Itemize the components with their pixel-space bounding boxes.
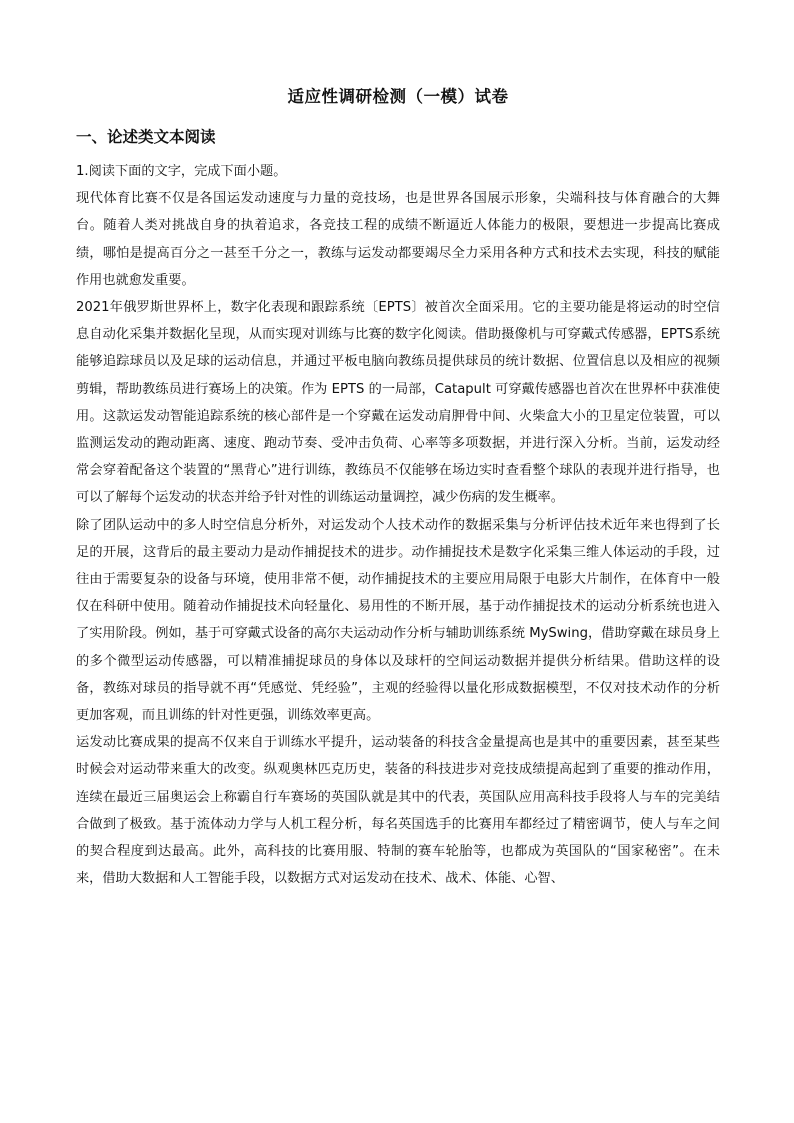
passage-body <box>76 158 720 892</box>
passage-paragraph-2: 2021年俄罗斯世界杯上，数字化表现和跟踪系统〔EPTS〕被首次全面采用。它的主要功能是将运动的时空信息自动化采集并数据化呈现，从而实现对训练与比赛的数字化阅读。借助摄像机与可穿戴式传感器，EPTS系统能够追踪球员以及足球的运动信息，并通过平板电脑向教练员提供球员的统计数据、位置信息以及相应的视频剪辑，帮助教练员进行赛场上的决策。作为 EPTS 的一局部，Catapult 可穿戴传感器也首次在世界杯中获准使用。这款运发动智能追踪系统的核心部件是一个穿戴在运发动肩胛骨中间、火柴盒大小的卫星定位装置，可以监测运发动的跑动距离、速度、跑动节奏、受冲击负荷、心率等多项数据，并进行深入分析。当前，运发动经常会穿着配备这个装置的“黑背心”进行训练，教练员不仅能够在场边实时查看整个球队的表现并进行指导，也可以了解每个运发动的状态并给予针对性的训练运动量调控，减少伤病的发生概率。 <box>76 300 720 506</box>
passage-paragraph-1: 现代体育比赛不仅是各国运发动速度与力量的竞技场，也是世界各国展示形象，尖端科技与体育融合的大舞台。随着人类对挑战自身的执着追求，各竞技工程的成绩不断逼近人体能力的极限，要想进一步提高比赛成绩，哪怕是提高百分之一甚至千分之一，教练与运发动都要竭尽全力采用各种方式和技术去实现，科技的赋能作用也就愈发重要。 <box>76 191 720 288</box>
page-title: 适应性调研检测（一模）试卷 <box>287 87 509 106</box>
section-heading: 一、论述类文本阅读 <box>76 128 216 146</box>
passage-paragraph-3: 除了团队运动中的多人时空信息分析外，对运发动个人技术动作的数据采集与分析评估技术近年来也得到了长足的开展，这背后的最主要动力是动作捕捉技术的进步。动作捕捉技术是数字化采集三维人体运动的手段，过往由于需要复杂的设备与环境，使用非常不便，动作捕捉技术的主要应用局限于电影大片制作，在体育中一般仅在科研中使用。随着动作捕捉技术向轻量化、易用性的不断开展，基于动作捕捉技术的运动分析系统也进入了实用阶段。例如，基于可穿戴式设备的高尔夫运动动作分析与辅助训练系统 MySwing，借助穿戴在球员身上的多个微型运动传感器，可以精准捕捉球员的身体以及球杆的空间运动数据并提供分析结果。借助这样的设备，教练对球员的指导就不再“凭感觉、凭经验”，主观的经验得以量化形成数据模型，不仅对技术动作的分析更加客观，而且训练的针对性更强，训练效率更高。 <box>76 517 720 724</box>
question-instruction: 1.阅读下面的文字，完成下面小题。 <box>76 164 287 179</box>
passage-paragraph-4: 运发动比赛成果的提高不仅来自于训练水平提升，运动装备的科技含金量提高也是其中的重要因素，甚至某些时候会对运动带来重大的改变。纵观奥林匹克历史，装备的科技进步对竞技成绩提高起到了重要的推动作用，连续在最近三届奥运会上称霸自行车赛场的英国队就是其中的代表，英国队应用高科技手段将人与车的完美结合做到了极致。基于流体动力学与人机工程分析，每名英国选手的比赛用车都经过了精密调节，使人与车之间的契合程度到达最高。此外，高科技的比赛用服、特制的赛车轮胎等，也都成为英国队的“国家秘密”。在未来，借助大数据和人工智能手段，以数据方式对运发动在技术、战术、体能、心智、 <box>76 735 720 887</box>
